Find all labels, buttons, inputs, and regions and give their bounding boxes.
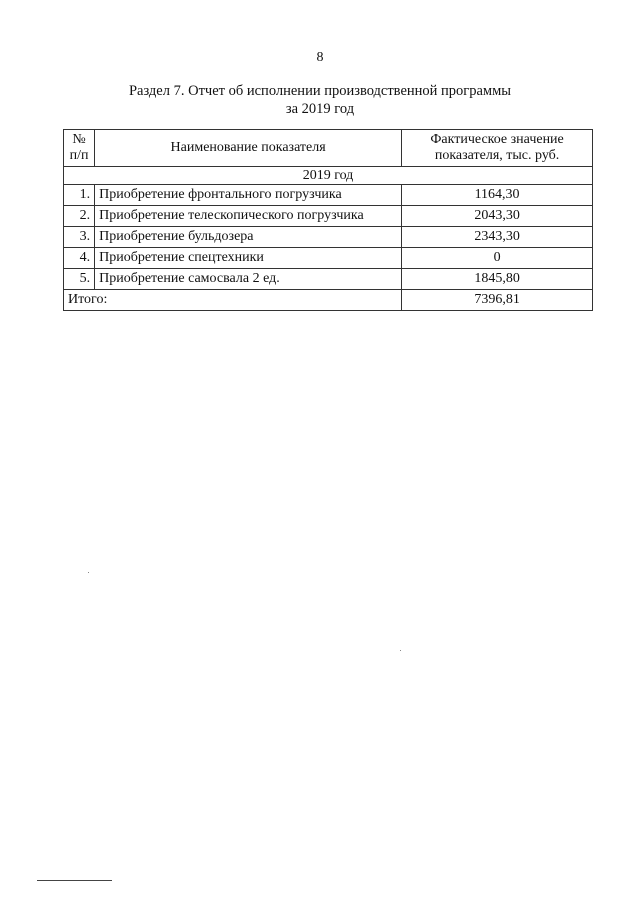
row-num: 4. (64, 248, 95, 269)
header-num-line-2: п/п (69, 148, 89, 163)
row-value: 2343,30 (402, 227, 593, 248)
row-value: 1845,80 (402, 269, 593, 290)
row-num: 2. (64, 206, 95, 227)
row-value: 0 (402, 248, 593, 269)
header-actual-value (402, 130, 593, 167)
table-row (64, 248, 593, 269)
section-title (0, 82, 640, 118)
header-indicator-name: Наименование показателя (95, 130, 402, 167)
table-row (64, 185, 593, 206)
row-num: 5. (64, 269, 95, 290)
row-name: Приобретение самосвала 2 ед. (95, 269, 402, 290)
total-label: Итого: (64, 290, 402, 311)
section-title-line-2: за 2019 год (285, 101, 355, 117)
production-program-report-table (63, 129, 593, 311)
table-row (64, 269, 593, 290)
row-name: Приобретение бульдозера (95, 227, 402, 248)
section-title-line-1: Раздел 7. Отчет об исполнении производственной программы (128, 83, 512, 99)
row-num: 3. (64, 227, 95, 248)
header-num-line-1: № (72, 132, 86, 147)
row-name: Приобретение телескопического погрузчика (95, 206, 402, 227)
table-header-row (64, 130, 593, 167)
scan-speck (400, 650, 401, 651)
header-value-line-2: показателя, тыс. руб. (434, 148, 560, 163)
header-num (64, 130, 95, 167)
row-name: Приобретение спецтехники (95, 248, 402, 269)
total-row (64, 290, 593, 311)
row-num: 1. (64, 185, 95, 206)
row-value: 2043,30 (402, 206, 593, 227)
row-value: 1164,30 (402, 185, 593, 206)
year-cell: 2019 год (64, 167, 593, 185)
total-value: 7396,81 (402, 290, 593, 311)
scan-speck (88, 572, 89, 573)
page-number: 8 (316, 50, 324, 65)
table-row (64, 227, 593, 248)
year-row (64, 167, 593, 185)
row-name: Приобретение фронтального погрузчика (95, 185, 402, 206)
header-value-line-1: Фактическое значение (430, 132, 564, 147)
table-row (64, 206, 593, 227)
footnote-rule (37, 880, 112, 881)
